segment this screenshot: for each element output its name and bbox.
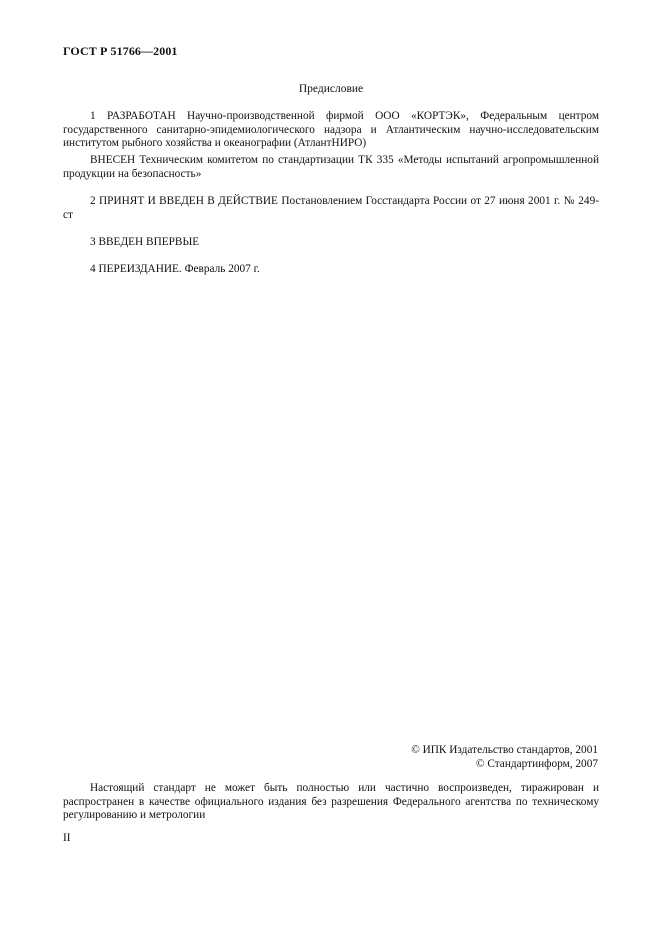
copyright-line-2: © Стандартинформ, 2007 xyxy=(475,757,598,770)
document-header: ГОСТ Р 51766—2001 xyxy=(63,44,178,58)
copyright-line-1: © ИПК Издательство стандартов, 2001 xyxy=(411,744,598,756)
paragraph-developed: 1 РАЗРАБОТАН Научно-производственной фирмой ООО «КОРТЭК», Федеральным центром государственного санитарно-эпидемиологического надзора и Атлантическим научно-исследовательским институтом рыбного хозяйства и океанографии (АтлантНИРО) xyxy=(63,110,599,150)
foreword-title: Предисловие xyxy=(298,83,364,95)
paragraph-first-time: 3 ВВЕДЕН ВПЕРВЫЕ xyxy=(90,236,200,248)
reproduction-notice: Настоящий стандарт не может быть полностью или частично воспроизведен, тиражирован и распространен в качестве официального издания без разрешения Федерального агентства по техническому регулированию и метрологии xyxy=(63,782,599,822)
paragraph-reissue: 4 ПЕРЕИЗДАНИЕ. Февраль 2007 г. xyxy=(90,263,260,275)
page-number: II xyxy=(63,832,71,844)
copyright-block xyxy=(411,744,598,771)
paragraph-introduced: ВНЕСЕН Техническим комитетом по стандартизации ТК 335 «Методы испытаний агропромышленной продукции на безопасность» xyxy=(63,154,599,180)
paragraph-adopted: 2 ПРИНЯТ И ВВЕДЕН В ДЕЙСТВИЕ Постановлением Госстандарта России от 27 июня 2001 г. № 249-ст xyxy=(63,195,599,221)
